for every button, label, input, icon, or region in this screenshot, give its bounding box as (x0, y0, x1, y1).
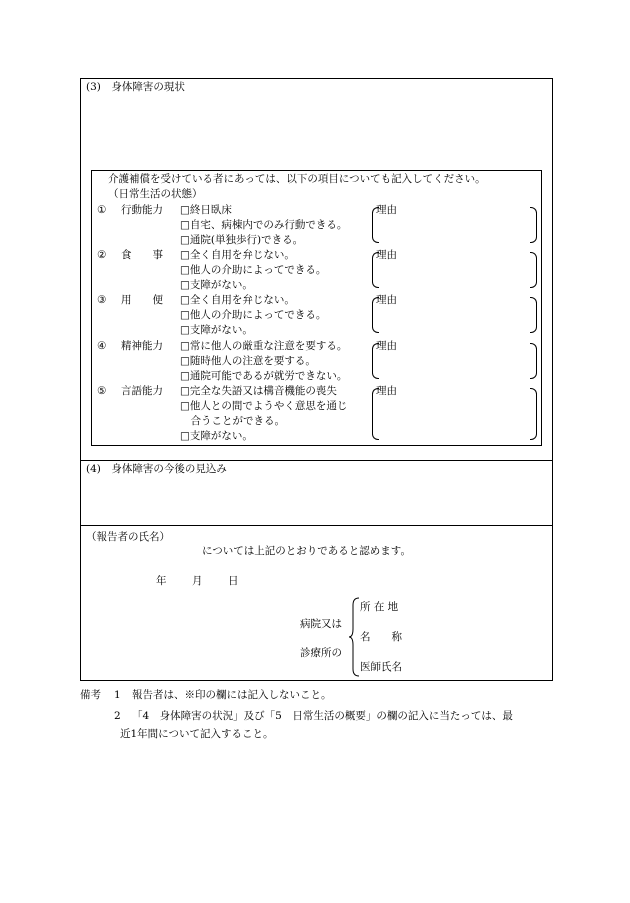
note-number: 1 (114, 689, 121, 701)
section4-title: (4) 身体障害の今後の見込み (86, 463, 227, 475)
hospital-label-line2: 診療所の (300, 647, 342, 659)
daily-life-intro: 介護補償を受けている者にあっては、以下の項目についても記入してください。 (108, 173, 486, 185)
date-year: 年 (156, 575, 167, 587)
notes-label: 備考 (80, 689, 101, 701)
option-checkbox-item[interactable]: □全く自用を弁じない。 (180, 249, 295, 261)
option-checkbox-item[interactable]: □全く自用を弁じない。 (180, 294, 295, 306)
row-category: 言語能力 (121, 385, 163, 397)
reason-label: 理由 (376, 294, 397, 306)
reason-label: 理由 (376, 340, 397, 352)
reason-bracket-right (530, 343, 537, 379)
reason-label: 理由 (376, 204, 397, 216)
option-checkbox-item[interactable]: □自宅、病棟内でのみ行動できる。 (180, 219, 348, 231)
divider-section4-reporter (80, 525, 553, 526)
option-checkbox-item[interactable]: □常に他人の厳重な注意を要する。 (180, 340, 348, 352)
option-checkbox-item[interactable]: □他人の介助によってできる。 (180, 309, 327, 321)
hospital-curly-brace (348, 597, 360, 677)
option-checkbox-item[interactable]: □完全な失語又は構音機能の喪失 (180, 385, 337, 397)
row-category: 食 事 (121, 249, 163, 261)
reason-label: 理由 (376, 249, 397, 261)
option-checkbox-item[interactable]: □通院可能であるが就労できない。 (180, 370, 348, 382)
row-category: 行動能力 (121, 204, 163, 216)
reason-label: 理由 (376, 385, 397, 397)
option-checkbox-item[interactable]: □随時他人の注意を要する。 (180, 355, 316, 367)
field-doctor-label: 医師氏名 (360, 661, 402, 673)
certify-text: については上記のとおりであると認めます。 (202, 545, 411, 557)
divider-section3-section4 (80, 460, 553, 461)
option-checkbox-item[interactable]: □終日臥床 (180, 204, 232, 216)
row-number: ④ (97, 340, 107, 352)
daily-life-subheading: （日常生活の状態） (108, 188, 203, 200)
row-number: ① (97, 204, 107, 216)
field-address-label: 所 在 地 (360, 601, 399, 613)
row-category: 精神能力 (121, 340, 163, 352)
reason-bracket-right (530, 207, 537, 243)
reporter-name-label: （報告者の氏名） (86, 531, 170, 543)
row-number: ⑤ (97, 385, 107, 397)
reason-bracket-right (530, 297, 537, 333)
hospital-label-line1: 病院又は (300, 618, 342, 630)
note-text: 報告者は、※印の欄には記入しないこと。 (132, 689, 332, 701)
option-checkbox-continuation: 合うことができる。 (180, 415, 285, 427)
field-name-label: 名 称 (360, 631, 402, 643)
note-text: 「4 身体障害の状況」及び「5 日常生活の概要」の欄の記入に当たっては、最 (132, 710, 513, 722)
option-checkbox-item[interactable]: □支障がない。 (180, 430, 253, 442)
reason-bracket-right (530, 388, 537, 440)
note-text-continuation: 近1年間について記入すること。 (120, 728, 274, 740)
option-checkbox-item[interactable]: □他人との間でようやく意思を通じ (180, 400, 348, 412)
row-number: ③ (97, 294, 107, 306)
row-category: 用 便 (121, 294, 163, 306)
option-checkbox-item[interactable]: □支障がない。 (180, 279, 253, 291)
note-number: 2 (114, 710, 121, 722)
reason-bracket-right (530, 252, 537, 288)
row-number: ② (97, 249, 107, 261)
option-checkbox-item[interactable]: □支障がない。 (180, 324, 253, 336)
option-checkbox-item[interactable]: □他人の介助によってできる。 (180, 264, 327, 276)
option-checkbox-item[interactable]: □通院(単独歩行)できる。 (180, 234, 304, 246)
date-day: 日 (228, 575, 239, 587)
section3-title: (3) 身体障害の現状 (86, 81, 185, 93)
date-month: 月 (192, 575, 203, 587)
